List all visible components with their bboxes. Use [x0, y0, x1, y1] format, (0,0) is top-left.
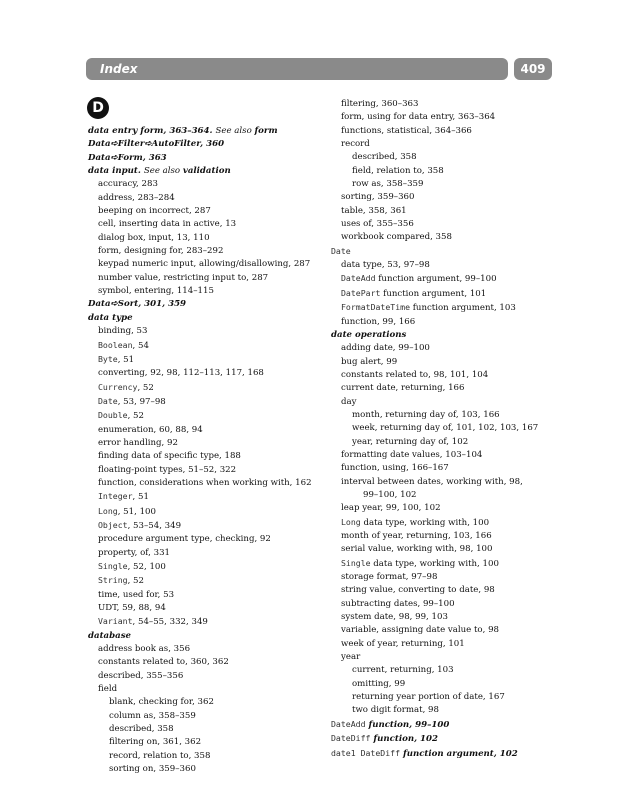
index-entry-text: current, returning, 103 [352, 665, 454, 676]
index-entry [88, 205, 328, 218]
index-entry-text: Single [341, 557, 371, 568]
index-entry [331, 191, 561, 204]
index-entry-text: floating-point types, 51–52, 322 [98, 464, 237, 475]
index-entry [331, 557, 561, 571]
page-header-title: Index [100, 62, 138, 76]
index-entry [88, 736, 328, 749]
index-entry [88, 490, 328, 504]
index-entry-text: leap year, 99, 100, 102 [341, 503, 441, 514]
index-entry-text: , 52 [127, 576, 144, 587]
index-entry [331, 678, 561, 691]
index-entry-text: sorting on, 359–360 [109, 764, 196, 775]
index-entry-text: , 53–54, 349 [127, 520, 182, 531]
index-entry [331, 356, 561, 369]
index-entry [331, 436, 561, 449]
index-entry-text: uses of, 355–356 [341, 219, 414, 230]
index-entry [331, 584, 561, 597]
index-entry-text: blank, checking for, 362 [109, 697, 214, 708]
index-entry-text: record [341, 139, 370, 150]
index-entry-text: , 54–55, 332, 349 [132, 617, 208, 628]
index-entry [331, 718, 561, 732]
index-entry-text: function argument, 102 [400, 748, 518, 759]
index-entry-text: Currency [98, 381, 138, 392]
index-entry-text: property, of, 331 [98, 547, 171, 558]
index-entry-text: , 53, 97–98 [117, 396, 166, 407]
index-entry-text: , 51 [117, 354, 135, 365]
index-entry [88, 477, 328, 490]
index-entry [88, 630, 328, 643]
index-entry-text: year, returning day of, 102 [352, 436, 469, 447]
index-entry-text: , 54 [132, 340, 149, 351]
index-entry [88, 656, 328, 669]
index-entry [88, 367, 328, 380]
section-letter-badge: D [87, 97, 109, 119]
index-entry-text: Double [98, 410, 128, 421]
index-entry [88, 298, 328, 311]
index-entry-text: See also [143, 166, 183, 177]
index-entry [88, 245, 328, 258]
index-entry [331, 732, 561, 746]
index-entry-text: Data➪Filter➪AutoFilter, 360 [88, 139, 225, 150]
index-entry-text: cell, inserting data in active, 13 [98, 219, 237, 230]
index-entry-text: finding data of specific type, 188 [98, 451, 241, 462]
index-entry-text: system date, 98, 99, 103 [341, 612, 448, 623]
index-entry [331, 245, 561, 259]
index-entry-text: year [341, 652, 361, 663]
index-entry [88, 125, 328, 138]
index-entry-text: record, relation to, 358 [109, 750, 211, 761]
index-entry [331, 287, 561, 301]
index-entry-text: two digit format, 98 [352, 705, 439, 716]
index-entry [88, 325, 328, 338]
index-entry [88, 750, 328, 763]
index-entry [88, 464, 328, 477]
index-entry [331, 489, 561, 502]
index-entry-text: function, 99–100 [365, 719, 450, 730]
index-entry-text: function, using, 166–167 [341, 463, 449, 474]
index-entry [331, 218, 561, 231]
index-entry [331, 704, 561, 717]
index-entry-text: , 51 [132, 492, 149, 503]
index-entry [88, 547, 328, 560]
index-entry-text: form, designing for, 283–292 [98, 246, 224, 257]
index-entry-text: , 52 [137, 382, 154, 393]
index-entry [88, 409, 328, 423]
index-entry-text: current date, returning, 166 [341, 383, 465, 394]
index-entry-text: 99–100, 102 [363, 489, 417, 500]
index-entry-text: adding date, 99–100 [341, 343, 430, 354]
index-entry-text: data entry form, 363–364. [88, 126, 216, 136]
index-entry-text: field, relation to, 358 [352, 165, 444, 176]
index-entry-text: UDT, 59, 88, 94 [98, 603, 166, 614]
index-entry-text: described, 358 [109, 724, 174, 735]
index-entry-text: serial value, working with, 98, 100 [341, 544, 493, 555]
index-entry-text: beeping on incorrect, 287 [98, 206, 211, 217]
index-entry-text: Long [98, 505, 118, 516]
index-entry [331, 98, 561, 111]
index-entry-text: function argument, 99–100 [375, 274, 497, 285]
index-entry-text: bug alert, 99 [341, 356, 398, 367]
index-entry [88, 312, 328, 325]
index-entry [88, 339, 328, 353]
index-entry [88, 285, 328, 298]
index-entry [331, 329, 561, 342]
index-entry [331, 422, 561, 435]
index-entry [88, 353, 328, 367]
index-entry-text: error handling, 92 [98, 437, 178, 448]
index-entry-text: variable, assigning date value to, 98 [341, 625, 500, 636]
index-entry-text: Data➪Sort, 301, 359 [88, 299, 187, 310]
index-entry-text: Boolean [98, 339, 133, 350]
index-entry-text: described, 358 [352, 152, 417, 163]
index-entry [331, 747, 561, 761]
index-entry [88, 533, 328, 546]
index-entry [331, 231, 561, 244]
header-bar [86, 58, 508, 80]
index-entry-text: Integer [98, 491, 133, 502]
index-entry-text: DatePart [341, 287, 381, 298]
index-entry-text: table, 358, 361 [341, 205, 407, 216]
index-entry-text: omitting, 99 [352, 678, 406, 689]
index-entry [88, 272, 328, 285]
index-entry-text: Date [98, 395, 118, 406]
index-entry-text: returning year portion of date, 167 [352, 692, 505, 703]
index-entry [331, 449, 561, 462]
index-entry [88, 643, 328, 656]
index-entry [88, 437, 328, 450]
index-entry [331, 462, 561, 475]
index-entry-text: month, returning day of, 103, 166 [352, 409, 500, 420]
index-entry [88, 381, 328, 395]
index-entry-text: formatting date values, 103–104 [341, 449, 483, 460]
index-entry-text: number value, restricting input to, 287 [98, 272, 269, 283]
index-entry-text: converting, 92, 98, 112–113, 117, 168 [98, 368, 264, 379]
index-entry [88, 615, 328, 629]
index-entry [331, 301, 561, 315]
index-entry [88, 395, 328, 409]
index-entry [88, 232, 328, 245]
index-entry [331, 272, 561, 286]
index-entry-text: filtering, 360–363 [341, 99, 419, 109]
index-entry-text: symbol, entering, 114–115 [98, 286, 214, 297]
index-entry [88, 519, 328, 533]
index-entry-text: month of year, returning, 103, 166 [341, 531, 492, 541]
index-entry-text: form, using for data entry, 363–364 [341, 112, 496, 123]
index-entry-text: Object [98, 519, 128, 530]
index-entry-text: function, 102 [370, 734, 438, 745]
index-entry-text: day [341, 396, 357, 407]
index-entry [331, 476, 561, 489]
index-entry-text: functions, statistical, 364–366 [341, 125, 472, 136]
index-entry [331, 611, 561, 624]
index-entry-text: Byte [98, 353, 118, 364]
index-entry-text: , 51, 100 [117, 506, 156, 517]
index-entry-text: function argument, 101 [380, 288, 487, 299]
index-entry-text: , 52 [127, 411, 144, 422]
index-entry [88, 589, 328, 602]
index-entry-text: function, considerations when working with, 162 [98, 477, 312, 488]
index-entry [88, 192, 328, 205]
index-entry-text: sorting, 359–360 [341, 192, 415, 203]
index-entry [331, 178, 561, 191]
index-entry-text: Date [331, 245, 351, 256]
index-entry-text: binding, 53 [98, 326, 148, 337]
index-entry [331, 502, 561, 515]
index-entry-text: accuracy, 283 [98, 179, 158, 190]
index-entry-text: subtracting dates, 99–100 [341, 598, 455, 609]
index-entry [88, 574, 328, 588]
index-entry-text: DateDiff [331, 733, 371, 744]
index-entry-text: dialog box, input, 13, 110 [98, 232, 210, 243]
index-entry-text: data input. [88, 166, 144, 177]
index-entry [331, 516, 561, 530]
index-entry-text: Long [341, 516, 361, 527]
index-entry [88, 138, 328, 151]
index-entry-text: data type [88, 312, 133, 323]
index-entry [88, 165, 328, 178]
index-entry-text: data type, working with, 100 [370, 558, 499, 569]
index-entry [88, 450, 328, 463]
index-entry [331, 205, 561, 218]
index-entry [331, 111, 561, 124]
index-entry-text: date1 DateDiff [331, 747, 401, 758]
index-entry [88, 763, 328, 776]
index-entry-text: week, returning day of, 101, 102, 103, 167 [352, 423, 539, 434]
index-entry-text: time, used for, 53 [98, 589, 175, 600]
index-entry [88, 424, 328, 437]
index-entry [331, 598, 561, 611]
page-number: 409 [520, 62, 546, 76]
index-entry [331, 409, 561, 422]
index-entry-text: Variant [98, 616, 133, 627]
index-entry [88, 560, 328, 574]
index-entry [88, 152, 328, 165]
index-entry [88, 258, 328, 271]
index-entry-text: interval between dates, working with, 98, [341, 476, 523, 487]
index-entry [331, 691, 561, 704]
index-entry [331, 651, 561, 664]
index-entry-text: address book as, 356 [98, 644, 191, 655]
index-entry-text: form [254, 126, 278, 136]
index-entry-text: data type, 53, 97–98 [341, 260, 430, 271]
index-entry [331, 125, 561, 138]
index-entry [331, 151, 561, 164]
index-entry-text: String [98, 575, 128, 586]
index-entry [331, 530, 561, 543]
index-entry [331, 624, 561, 637]
index-entry-text: filtering on, 361, 362 [109, 737, 202, 748]
index-entry-text: , 52, 100 [127, 562, 166, 572]
index-entry [331, 342, 561, 355]
index-entry [88, 683, 328, 696]
index-entry-text: column as, 358–359 [109, 710, 196, 721]
index-entry [331, 396, 561, 409]
index-entry [88, 670, 328, 683]
index-entry-text: constants related to, 360, 362 [98, 657, 229, 668]
index-entry-text: storage format, 97–98 [341, 572, 438, 583]
index-entry-text: workbook compared, 358 [341, 232, 452, 243]
index-entry-text: Data➪Form, 363 [88, 152, 167, 163]
index-entry-text: function argument, 103 [410, 303, 516, 314]
index-entry-text: validation [182, 166, 231, 177]
index-column-right [331, 98, 561, 761]
index-entry [331, 316, 561, 329]
index-entry-text: DateAdd [331, 718, 366, 729]
index-entry [88, 710, 328, 723]
index-entry [88, 505, 328, 519]
index-entry [331, 259, 561, 272]
index-entry-text: address, 283–284 [98, 192, 175, 203]
index-entry-text: FormatDateTime [341, 302, 411, 313]
index-entry-text: data type, working with, 100 [360, 517, 490, 528]
index-entry-text: string value, converting to date, 98 [341, 585, 495, 596]
index-column-left [88, 125, 328, 777]
index-entry [88, 602, 328, 615]
index-entry-text: described, 355–356 [98, 670, 184, 681]
index-entry-text: enumeration, 60, 88, 94 [98, 424, 203, 435]
index-entry-text: constants related to, 98, 101, 104 [341, 369, 489, 380]
index-entry [331, 138, 561, 151]
index-entry [331, 369, 561, 382]
index-entry [88, 218, 328, 231]
index-entry-text: row as, 358–359 [352, 179, 424, 190]
index-entry [331, 638, 561, 651]
index-entry-text: week of year, returning, 101 [341, 638, 465, 649]
index-entry [331, 664, 561, 677]
index-entry [331, 543, 561, 556]
index-entry-text: database [88, 630, 131, 641]
index-entry-text: field [98, 684, 118, 695]
index-entry-text: See also [215, 126, 255, 136]
index-entry-text: function, 99, 166 [341, 316, 416, 327]
index-entry [88, 723, 328, 736]
index-entry-text: date operations [331, 329, 407, 340]
index-entry-text: Single [98, 561, 128, 571]
index-entry [88, 178, 328, 191]
index-entry [331, 382, 561, 395]
index-entry-text: procedure argument type, checking, 92 [98, 534, 271, 545]
index-entry [331, 571, 561, 584]
index-entry [88, 696, 328, 709]
index-entry-text: keypad numeric input, allowing/disallowing, 287 [98, 259, 311, 270]
index-entry-text: DateAdd [341, 273, 376, 284]
index-entry [331, 165, 561, 178]
